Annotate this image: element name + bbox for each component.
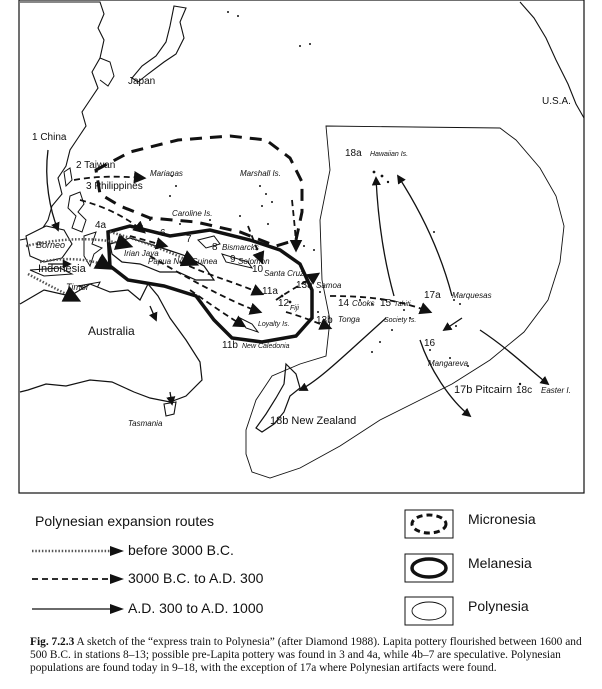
station-13a: 13a — [296, 280, 313, 291]
label-tasmania: Tasmania — [128, 419, 163, 428]
label-fiji: Fiji — [290, 305, 299, 312]
tasmania-landmass — [164, 402, 176, 416]
station-4a: 4a — [95, 220, 107, 231]
japan-landmass — [132, 6, 186, 82]
station-18b: 18b New Zealand — [270, 415, 357, 427]
polynesia-swatch — [404, 596, 454, 626]
micronesia-swatch — [404, 509, 454, 539]
station-15: 15 — [380, 298, 392, 309]
station-14: 14 — [338, 298, 350, 309]
australia-landmass — [20, 284, 202, 402]
label-solomon: Solomon — [238, 257, 270, 266]
melanesia-swatch — [404, 553, 454, 583]
station-18a: 18a — [345, 148, 362, 159]
figure-number: Fig. 7.2.3 — [30, 636, 75, 648]
station-4b: 4b — [116, 238, 128, 249]
station-8: 8 — [212, 242, 218, 253]
label-hawaiian: Hawaiian Is. — [370, 151, 409, 158]
label-papua-new-guinea: Papua New Guinea — [148, 257, 218, 266]
label-indonesia: Indonesia — [38, 263, 86, 275]
solid-route-swatch — [30, 603, 126, 615]
legend-region-polynesia-label: Polynesia — [468, 598, 529, 614]
label-loyalty: Loyalty Is. — [258, 321, 290, 328]
station-13b: 13b — [316, 315, 333, 326]
label-society: Society Is. — [384, 317, 417, 324]
label-cooks: Cooks — [352, 299, 375, 308]
figure-caption-text: A sketch of the “express train to Polynesia” (after Diamond 1988). Lapita pottery flourished between 1600 and 500 B.C. in stations 8–13; possible pre-Lapita pottery was found in 3 and 4a, while 4b–7 are speculative. Polynesian populations are found today in 9–18, with the exception of 17a where Polynesian artifacts were found. — [30, 636, 582, 674]
philippines-landmass — [68, 192, 86, 232]
label-timor: Timor — [66, 282, 89, 292]
legend-title: Polynesian expansion routes — [35, 513, 215, 529]
label-easter: Easter I. — [541, 386, 571, 395]
station-9: 9 — [230, 254, 236, 265]
label-caroline: Caroline Is. — [172, 209, 213, 218]
station-7: 7 — [186, 234, 192, 245]
figure-caption — [30, 636, 586, 675]
station-5: 5 — [138, 224, 144, 235]
station-11b: 11b — [222, 340, 238, 351]
station-17b: 17b Pitcairn — [454, 384, 513, 396]
station-12: 12 — [278, 298, 290, 309]
station-11a: 11a — [262, 286, 278, 297]
station-18c: 18c — [516, 385, 533, 396]
label-marquesas: Marquesas — [452, 291, 492, 300]
station-1: 1 China — [32, 132, 67, 143]
station-3: 3 Philippines — [86, 181, 143, 192]
label-australia: Australia — [88, 324, 135, 338]
label-irian-jaya-text: Irian Jaya — [124, 249, 159, 258]
station-6: 6 — [160, 228, 166, 239]
station-17a: 17a — [424, 290, 441, 301]
label-marshall: Marshall Is. — [240, 169, 281, 178]
dashed-route-swatch — [30, 573, 126, 585]
station-16: 16 — [424, 338, 436, 349]
label-samoa: Samoa — [316, 281, 342, 290]
korea-peninsula — [100, 58, 114, 86]
label-santa-cruz: Santa Cruz — [264, 269, 305, 278]
legend-region-micronesia — [404, 509, 536, 542]
label-mangareva: Mangareva — [428, 359, 469, 368]
legend-region-micronesia-label: Micronesia — [468, 511, 536, 527]
station-10: 10 — [252, 264, 264, 275]
pacific-islands — [149, 11, 521, 385]
label-japan: Japan — [128, 76, 156, 87]
legend-region-melanesia-label: Melanesia — [468, 555, 532, 571]
label-marianas: Marianas — [150, 169, 183, 178]
label-bismarcks: Bismarcks — [222, 243, 259, 252]
legend-route-dotted-label: before 3000 B.C. — [128, 542, 234, 558]
label-tonga: Tonga — [338, 315, 360, 324]
legend-region-polynesia — [404, 596, 529, 629]
label-new-caledonia: New Caledonia — [242, 343, 290, 350]
label-usa: U.S.A. — [542, 96, 571, 107]
label-tahiti: Tahiti — [394, 301, 411, 308]
legend-route-solid-label: A.D. 300 to A.D. 1000 — [128, 600, 264, 616]
legend-route-dashed-label: 3000 B.C. to A.D. 300 — [128, 570, 264, 586]
station-2: 2 Taiwan — [76, 160, 116, 171]
label-borneo: Borneo — [36, 240, 66, 250]
legend — [0, 495, 602, 635]
taiwan-landmass — [64, 168, 72, 186]
dotted-route-swatch — [30, 545, 126, 557]
legend-region-melanesia — [404, 553, 532, 586]
